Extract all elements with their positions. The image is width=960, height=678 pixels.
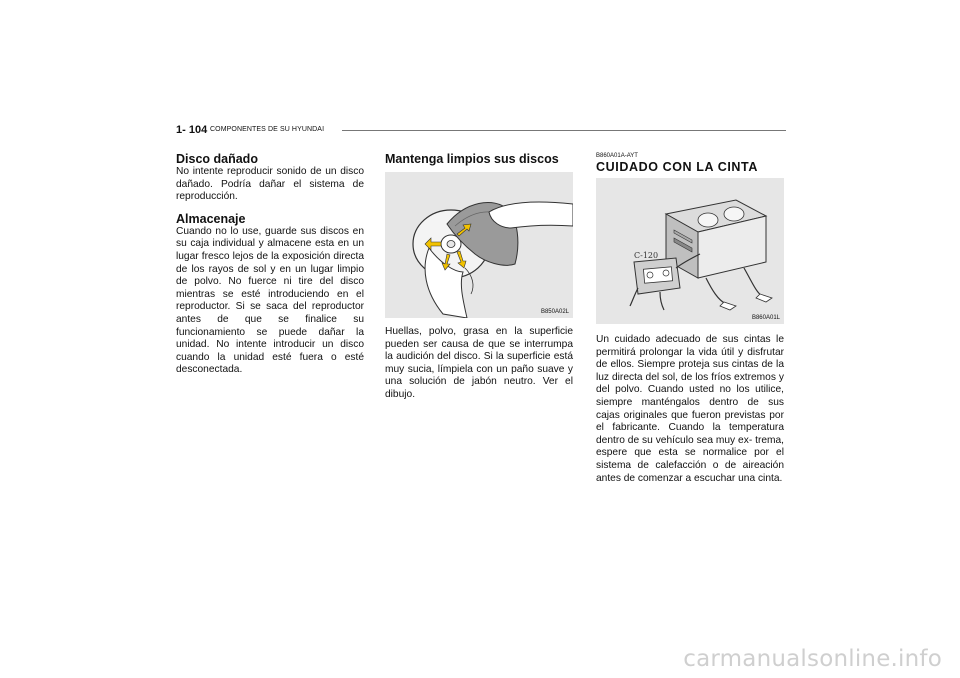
- disc-cleaning-illustration: [385, 172, 573, 318]
- image-code: B860A01L: [751, 315, 780, 321]
- cassette-player-drawing: [596, 178, 784, 324]
- column-left: [176, 152, 364, 377]
- header-rule: [342, 130, 786, 131]
- cassette-illustration: [596, 178, 784, 324]
- column-middle: [385, 152, 573, 402]
- watermark: carmanualsonline.info: [683, 646, 942, 672]
- image-code: B850A02L: [540, 309, 569, 315]
- page-number: 1- 104: [176, 124, 208, 136]
- column-right: [596, 152, 784, 485]
- hand-cleaning-disc-drawing: [385, 172, 573, 318]
- heading-almacenaje: Almacenaje: [176, 211, 246, 226]
- heading-cuidado-cinta: CUIDADO CON LA CINTA: [596, 160, 758, 174]
- section-code: B860A01A-AYT: [596, 153, 638, 159]
- text-mantenga-limpios: Huellas, polvo, grasa en la superficie pueden ser causa de que se interrumpa la audición del disco. Si la superficie está muy sucia, límpiela con un paño suave y una solución de jabón neutro. Ver el dibujo.: [385, 326, 573, 400]
- page-header: [176, 124, 786, 138]
- heading-mantenga-limpios: Mantenga limpios sus discos: [385, 152, 559, 166]
- text-cuidado-cinta: Un cuidado adecuado de sus cintas le permitirá prolongar la vida útil y disfrutar de ellos. Siempre proteja sus cintas de la luz directa del sol, de los fríos extremos y del polvo. Cuando usted no los utilice, siempre manténgalos dentro de sus cajas originales que fueron previstas por el fabricante. Cuando la temperatura dentro de su vehículo sea muy ex- trema, espere que esta se normalice por el sistema de calefacción o de aireación antes de comenzar a escuchar una cinta.: [596, 334, 784, 484]
- heading-disco-danado: Disco dañado: [176, 152, 258, 166]
- header-title: COMPONENTES DE SU HYUNDAI: [210, 126, 325, 133]
- cassette-label: C-120: [634, 251, 659, 260]
- text-almacenaje: Cuando no lo use, guarde sus discos en su caja individual y almacene esta en un lugar fresco lejos de la exposición directa de los rayos de sol y en un lugar limpio de polvo. No fuerce ni tire del disco mientras se esté introduciendo en el reproductor. Si se saca del reproductor antes de que se finalice su funcionamiento se puede dañar la unidad. No intente introducir un disco cuando la unidad esté fuera o esté desconectada.: [176, 225, 364, 376]
- text-disco-danado: No intente reproducir sonido de un disco dañado. Podría dañar el sistema de reproducción.: [176, 166, 364, 203]
